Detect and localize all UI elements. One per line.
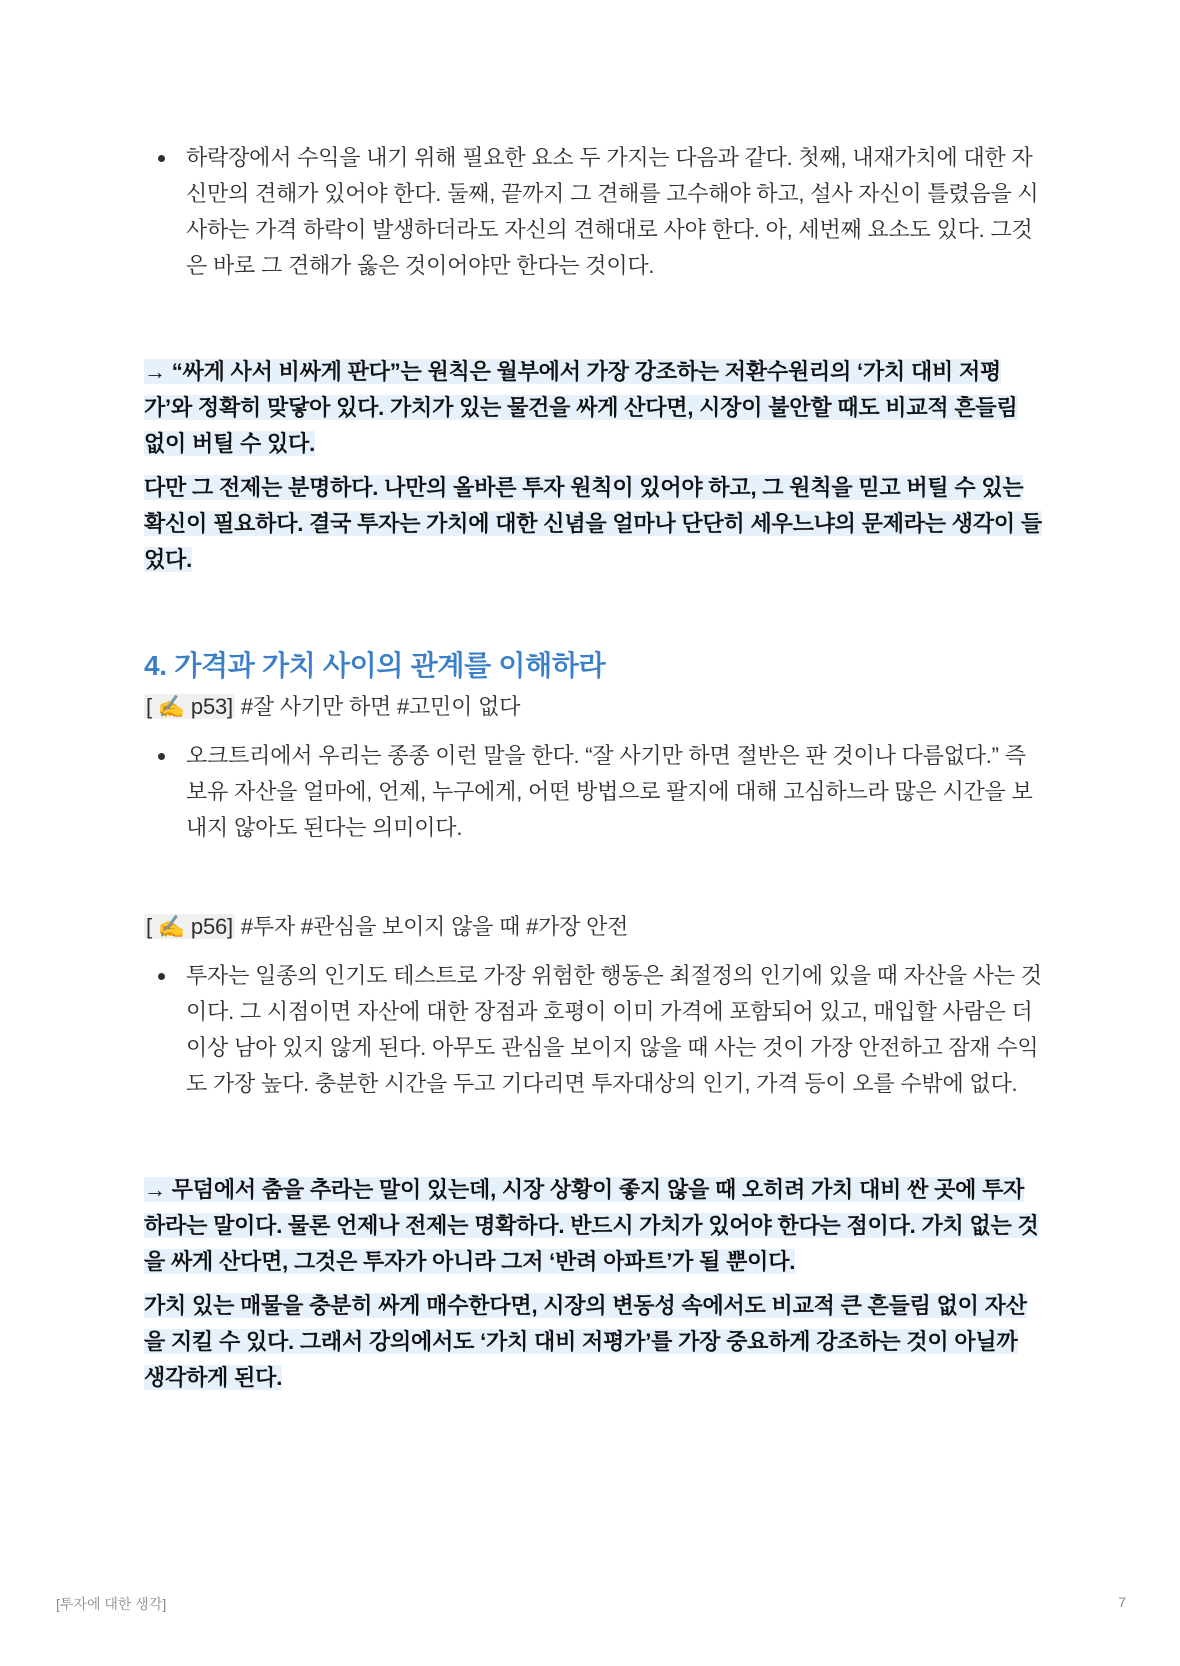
hashtags: #투자 #관심을 보이지 않을 때 #가장 안전 xyxy=(240,914,629,939)
highlight-paragraph xyxy=(144,470,1044,578)
highlight-paragraph xyxy=(144,354,1044,462)
highlight-text: 가치 있는 매물을 충분히 싸게 매수한다면, 시장의 변동성 속에서도 비교적 큰 흔들림 없이 자산을 지킬 수 있다. 그래서 강의에서도 ‘가치 대비 저평가’를 가장 중요하게 강조하는 것이 아닐까 생각하게 된다. xyxy=(144,1293,1027,1390)
highlight-paragraph xyxy=(144,1172,1044,1280)
highlight-text: → “싸게 사서 비싸게 판다”는 원칙은 월부에서 가장 강조하는 저환수원리의 ‘가치 대비 저평가’와 정확히 맞닿아 있다. 가치가 있는 물건을 싸게 산다면, 시장이 불안할 때도 비교적 흔들림 없이 버틸 수 있다. xyxy=(144,359,1018,456)
highlight-text: 다만 그 전제는 분명하다. 나만의 올바른 투자 원칙이 있어야 하고, 그 원칙을 믿고 버틸 수 있는 확신이 필요하다. 결국 투자는 가치에 대한 신념을 얼마나 단단히 세우느냐의 문제라는 생각이 들었다. xyxy=(144,475,1042,572)
highlight-text: → 무덤에서 춤을 추라는 말이 있는데, 시장 상황이 좋지 않을 때 오히려 가치 대비 싼 곳에 투자하라는 말이다. 물론 언제나 전제는 명확하다. 반드시 가치가 있어야 한다는 점이다. 가치 없는 것을 싸게 산다면, 그것은 투자가 아니라 그저 ‘반려 아파트’가 될 뿐이다. xyxy=(144,1177,1039,1274)
page-number: 7 xyxy=(1118,1594,1126,1610)
bullet-list-1 xyxy=(144,140,1044,284)
bullet-list-2 xyxy=(144,738,1044,846)
bullet-list-3 xyxy=(144,958,1044,1102)
section-heading: 4. 가격과 가치 사이의 관계를 이해하라 xyxy=(144,650,606,681)
hashtags: #잘 사기만 하면 #고민이 없다 xyxy=(240,694,521,719)
bullet-item: 오크트리에서 우리는 종종 이런 말을 한다. “잘 사기만 하면 절반은 판 것이나 다름없다.” 즉 보유 자산을 얼마에, 언제, 누구에게, 어떤 방법으로 팔지에 대해 고심하느라 많은 시간을 보내지 않아도 된다는 의미이다. xyxy=(144,738,1044,846)
page-reference: [ ✍️ p53] xyxy=(146,694,233,719)
page-reference: [ ✍️ p56] xyxy=(146,914,233,939)
highlight-paragraph xyxy=(144,1288,1044,1396)
tag-line xyxy=(144,690,1044,724)
bullet-item: 하락장에서 수익을 내기 위해 필요한 요소 두 가지는 다음과 같다. 첫째, 내재가치에 대한 자신만의 견해가 있어야 한다. 둘째, 끝까지 그 견해를 고수해야 하고, 설사 자신이 틀렸음을 시사하는 가격 하락이 발생하더라도 자신의 견해대로 사야 한다. 아, 세번째 요소도 있다. 그것은 바로 그 견해가 옳은 것이어야만 한다는 것이다. xyxy=(144,140,1044,284)
bullet-item: 투자는 일종의 인기도 테스트로 가장 위험한 행동은 최절정의 인기에 있을 때 자산을 사는 것이다. 그 시점이면 자산에 대한 장점과 호평이 이미 가격에 포함되어 있고, 매입할 사람은 더 이상 남아 있지 않게 된다. 아무도 관심을 보이지 않을 때 사는 것이 가장 안전하고 잠재 수익도 가장 높다. 충분한 시간을 두고 기다리면 투자대상의 인기, 가격 등이 오를 수밖에 없다. xyxy=(144,958,1044,1102)
tag-line xyxy=(144,910,1044,944)
page-content xyxy=(144,140,1044,1396)
footer-title: [투자에 대한 생각] xyxy=(56,1596,167,1612)
